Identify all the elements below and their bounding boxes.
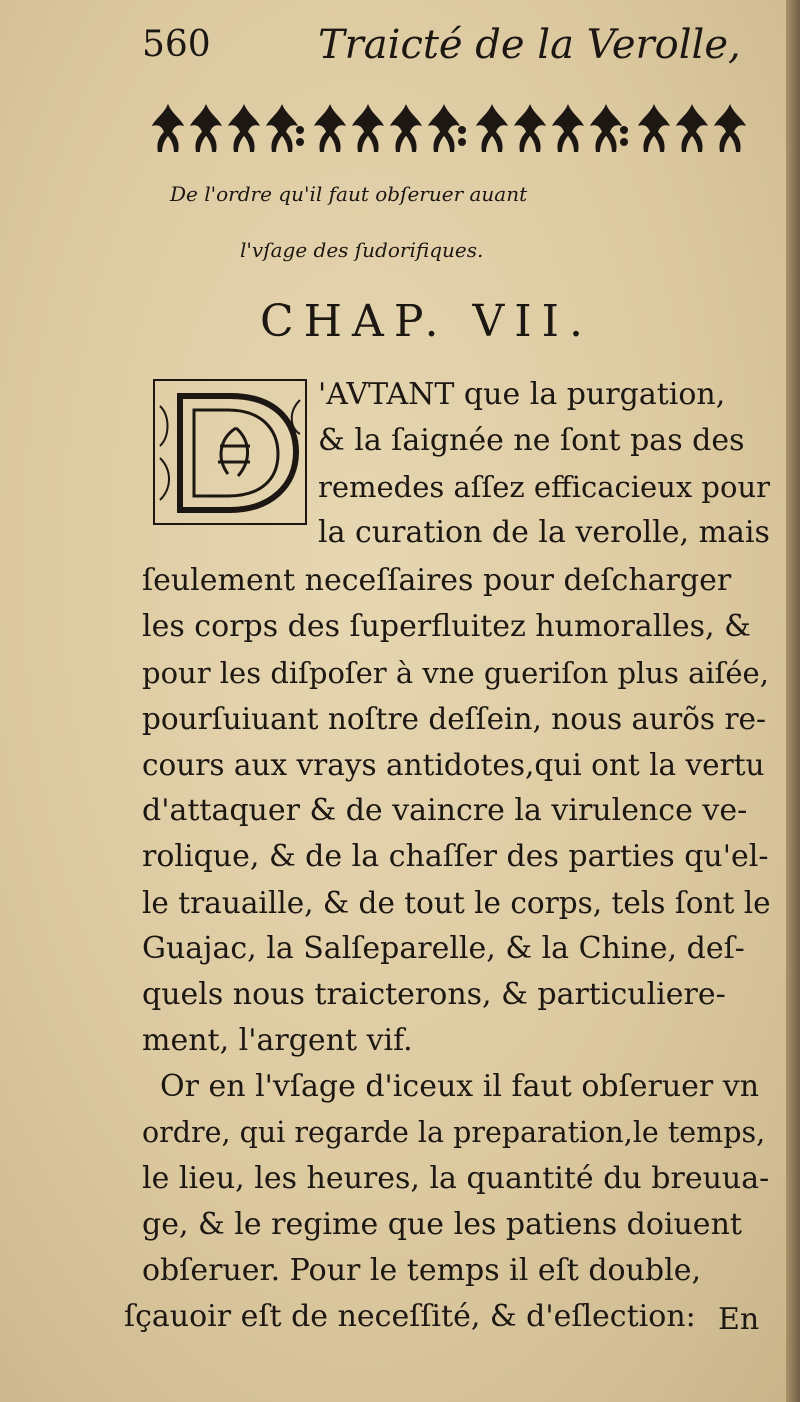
chapter-heading: [170, 166, 780, 278]
body-line: & la ſaignée ne ſont pas des: [318, 423, 745, 458]
body-line: remedes aſſez efficacieux pour: [318, 470, 770, 504]
body-line: pour les diſpoſer à vne gueriſon plus aiſée,: [142, 656, 769, 690]
body-line: ge, & le regime que les patiens doiuent: [142, 1207, 742, 1242]
body-line: ordre, qui regarde la preparation,le temps,: [142, 1116, 766, 1149]
fleuron-band-icon: [148, 96, 768, 160]
body-line: obſeruer. Pour le temps il eſt double,: [142, 1253, 702, 1288]
running-title: Traicté de la Verolle,: [318, 22, 741, 68]
body-line: les corps des ſuperfluitez humoralles, &: [142, 609, 751, 644]
body-line: quels nous traicterons, & particuliere-: [142, 977, 726, 1012]
page-number: 560: [142, 24, 211, 65]
body-line: ment, l'argent vif.: [142, 1023, 413, 1058]
running-header: [142, 14, 741, 74]
catchword: En: [718, 1302, 760, 1337]
body-line: le trauaille, & de tout le corps, tels ſont le: [142, 886, 771, 920]
body-line: ſeulement neceſſaires pour deſcharger: [142, 563, 732, 598]
body-line: Guajac, la Salſeparelle, & la Chine, deſ-: [142, 931, 745, 966]
body-line: 'AVTANT que la purgation,: [318, 377, 726, 412]
body-line: Or en l'vſage d'iceux il faut obſeruer vn: [160, 1069, 760, 1104]
heading-line-1: De l'ordre qu'il faut obſeruer auant: [170, 182, 528, 206]
body-line: pourſuiuant noſtre deſſein, nous aurõs re-: [142, 702, 766, 736]
heading-line-2: l'vſage des ſudorifiques.: [240, 238, 484, 262]
page-edge: [786, 0, 800, 1402]
body-line: la curation de la verolle, mais: [318, 515, 770, 550]
decorated-initial-D-icon: [150, 376, 310, 528]
body-line: rolique, & de la chaſſer des parties qu'el-: [142, 839, 769, 874]
body-line: ſçauoir eſt de neceſſité, & d'eſlection:: [124, 1299, 696, 1334]
body-line: le lieu, les heures, la quantité du breuua-: [142, 1161, 770, 1196]
chapter-label: CHAP. VII.: [260, 296, 593, 347]
body-line: d'attaquer & de vaincre la virulence ve-: [142, 793, 748, 828]
body-line: cours aux vrays antidotes,qui ont la vertu: [142, 748, 765, 782]
